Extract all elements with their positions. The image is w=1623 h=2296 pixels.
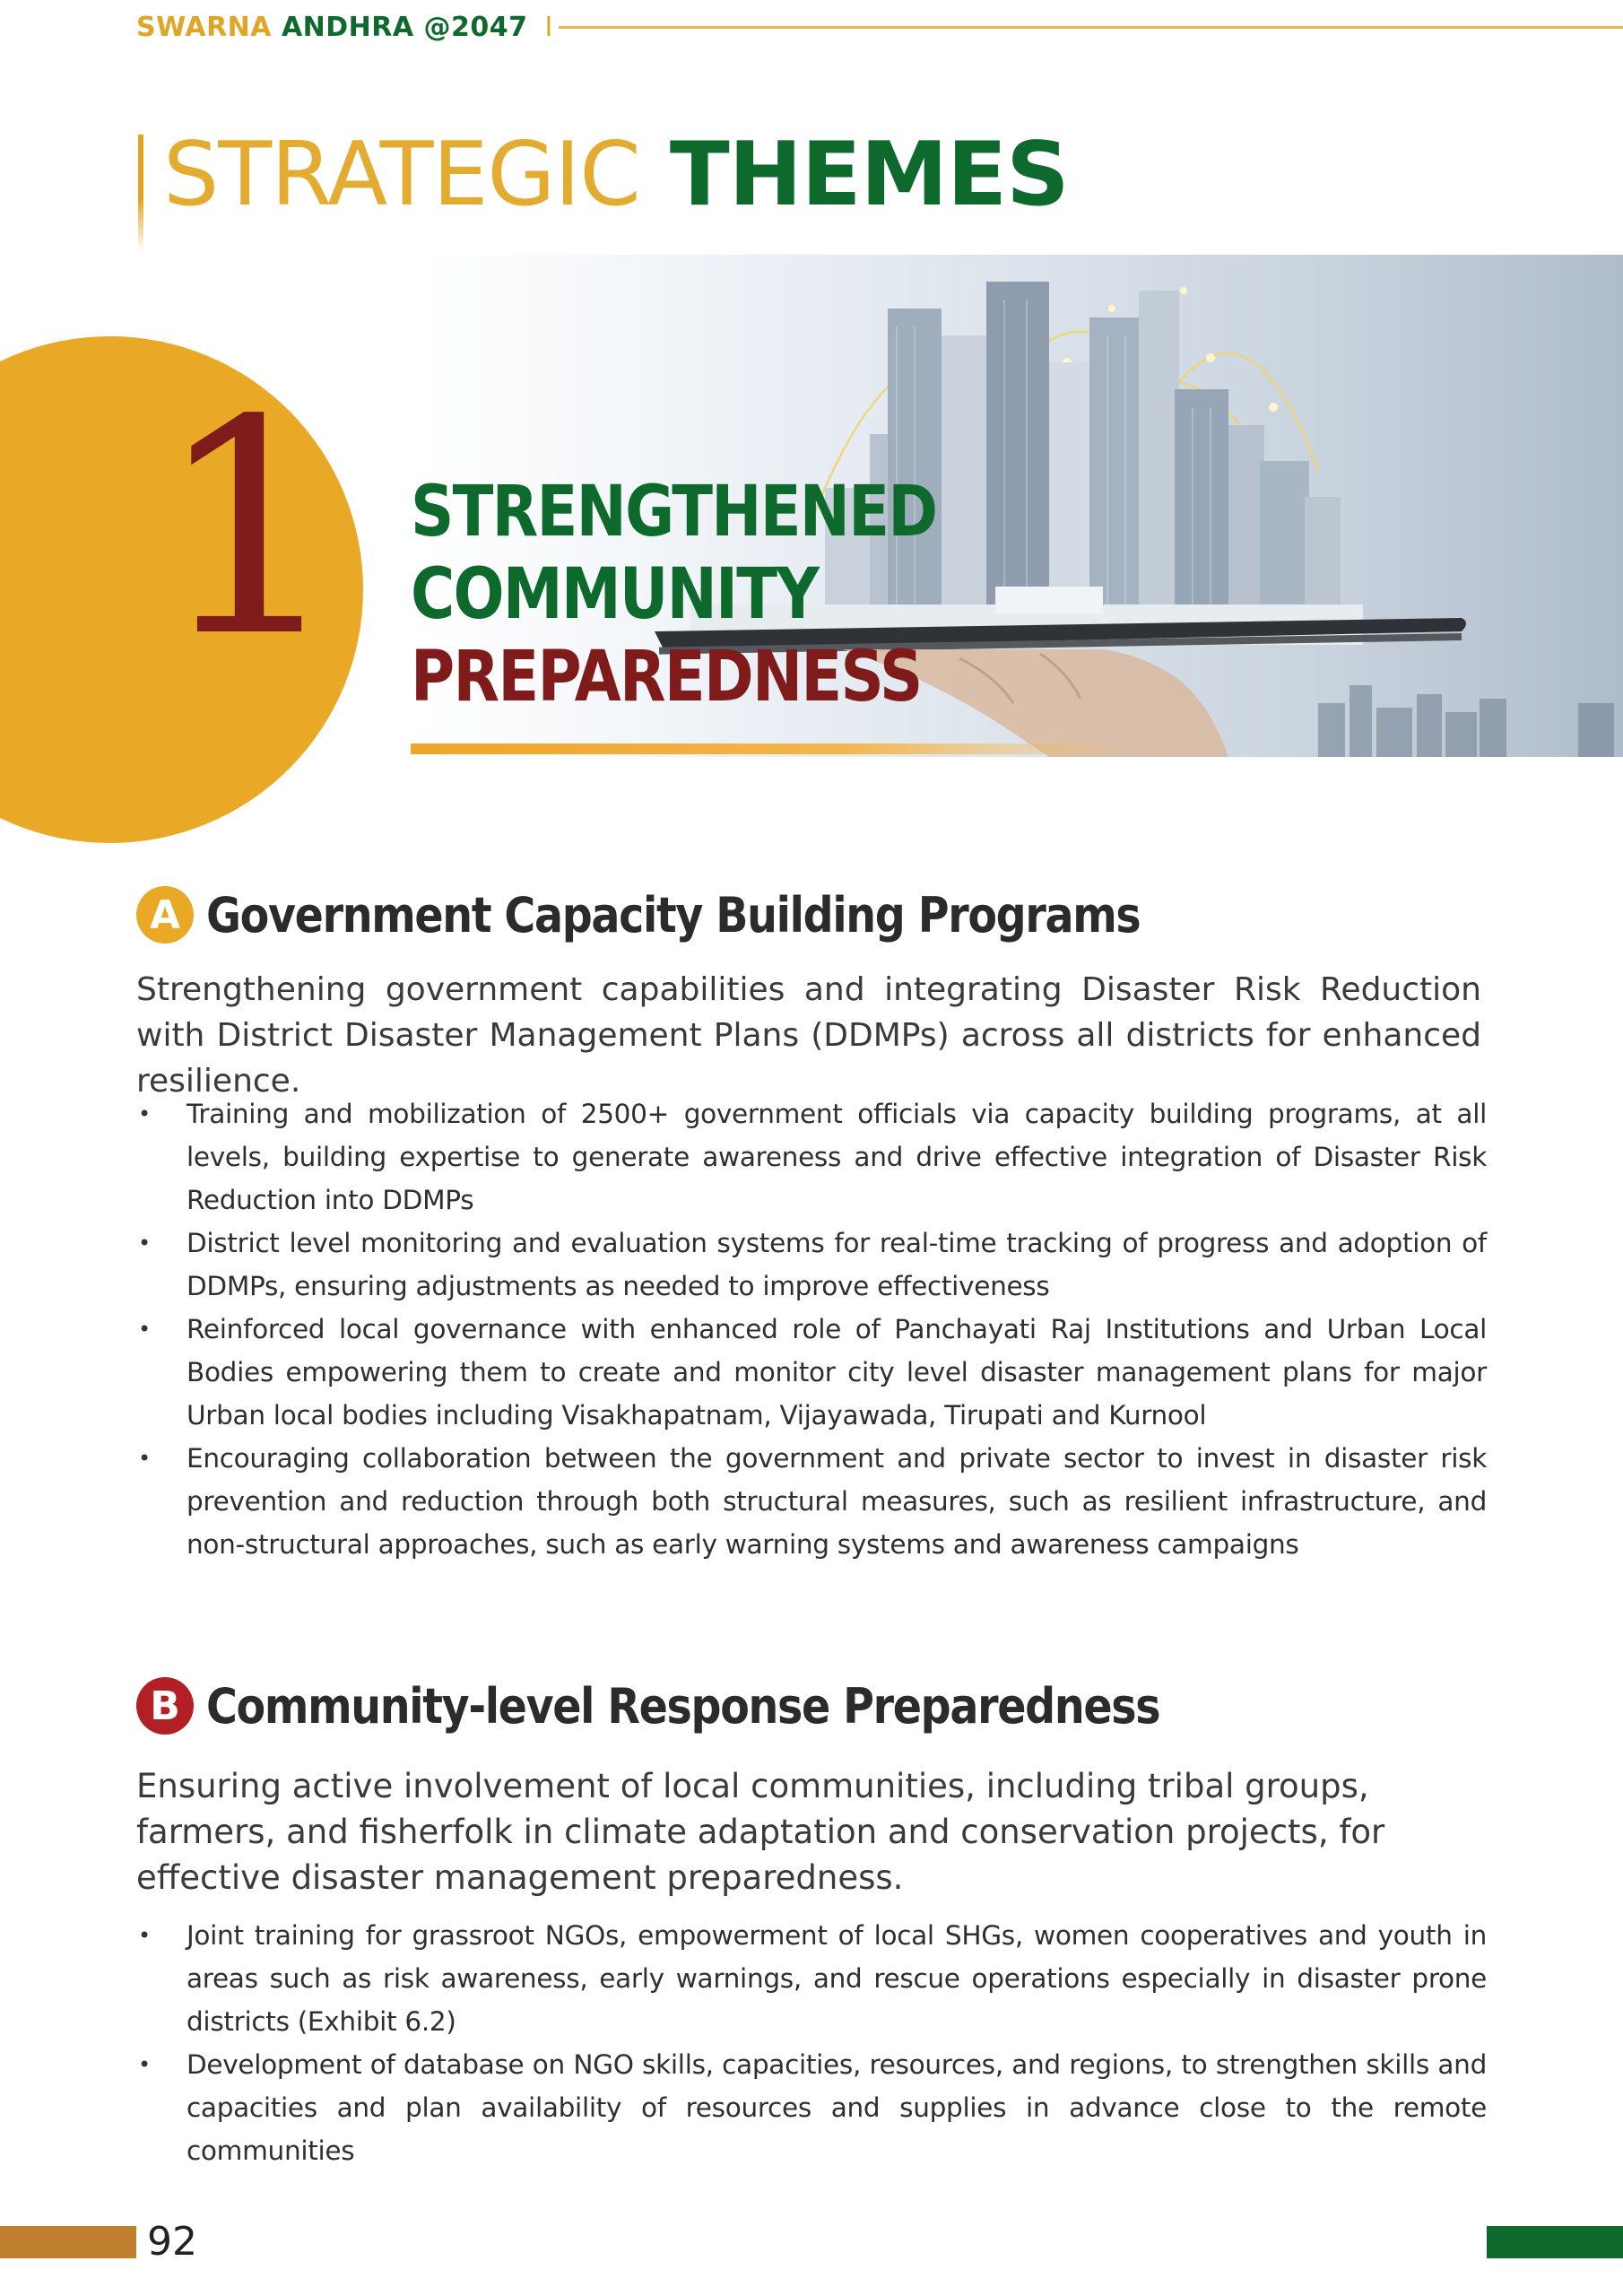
section-b-title: Community-level Response Preparedness (206, 1677, 1160, 1735)
list-item: • District level monitoring and evaluation systems for real-time tracking of progress and adoption of DDMPs, ensuring adjustments as needed to improve effectiveness (136, 1222, 1487, 1308)
list-item: • Development of database on NGO skills, capacities, resources, and regions, to strengthen skills and capacities and plan availability of resources and supplies in advance close to the remote communities (136, 2043, 1487, 2172)
running-header (136, 11, 1623, 43)
theme-title-line2: COMMUNITY (411, 554, 819, 635)
section-a-heading (136, 886, 1267, 944)
footer-left-bar (0, 2226, 136, 2258)
theme-title (411, 471, 936, 718)
page-title-light: STRATEGIC (163, 124, 640, 226)
running-header-swarna: SWARNA (136, 11, 272, 43)
footer-right-bar (1487, 2226, 1623, 2258)
distant-skyline (1318, 685, 1614, 757)
running-header-rule (559, 26, 1623, 29)
section-a-badge: A (136, 886, 194, 944)
section-a-title: Government Capacity Building Programs (206, 886, 1141, 944)
section-a-intro: Strengthening government capabilities and integrating Disaster Risk Reduction with District Disaster Management Plans (DDMPs) across all districts for enhanced resilience. (136, 971, 1481, 1100)
heading-accent-bar (138, 135, 143, 251)
running-header-text (136, 12, 553, 43)
section-b-badge: B (136, 1677, 194, 1735)
list-item: • Reinforced local governance with enhanced role of Panchayati Raj Institutions and Urban Local Bodies empowering them to create and monitor city level disaster management plans for major Urban local bodies including Visakhapatnam, Vijayawada, Tirupati and Kurnool (136, 1308, 1487, 1437)
section-b-heading (136, 1677, 1289, 1735)
list-item: • Training and mobilization of 2500+ government officials via capacity building programs, at all levels, building expertise to generate awareness and drive effective integration of Disaster Risk Reduction into DDMPs (136, 1092, 1487, 1222)
running-header-andhra: ANDHRA @2047 (281, 11, 528, 43)
theme-title-underline (411, 744, 1128, 754)
theme-number: 1 (155, 357, 343, 701)
section-b-intro: Ensuring active involvement of local communities, including tribal groups, farmers, and fisherfolk in climate adaptation and conservation projects, for effective disaster management preparedness. (136, 1767, 1385, 1897)
waterfront-hall (995, 587, 1103, 613)
page-title (163, 126, 1069, 224)
page-title-bold: THEMES (669, 124, 1069, 226)
section-a-bullets (136, 1092, 1487, 1566)
theme-title-line1: STRENGTHENED (411, 472, 937, 552)
section-b-bullets (136, 1914, 1487, 2172)
list-item: • Encouraging collaboration between the government and private sector to invest in disaster risk prevention and reduction through both structural measures, such as resilient infrastructure, and non-structural approaches, such as early warning systems and awareness campaigns (136, 1437, 1487, 1566)
theme-title-line3: PREPAREDNESS (411, 637, 922, 718)
list-item: • Joint training for grassroot NGOs, empowerment of local SHGs, women cooperatives and youth in areas such as risk awareness, early warnings, and rescue operations especially in disaster prone districts (Exhibit 6.2) (136, 1914, 1487, 2043)
running-header-separator: I (544, 11, 553, 43)
page-number: 92 (147, 2219, 197, 2265)
